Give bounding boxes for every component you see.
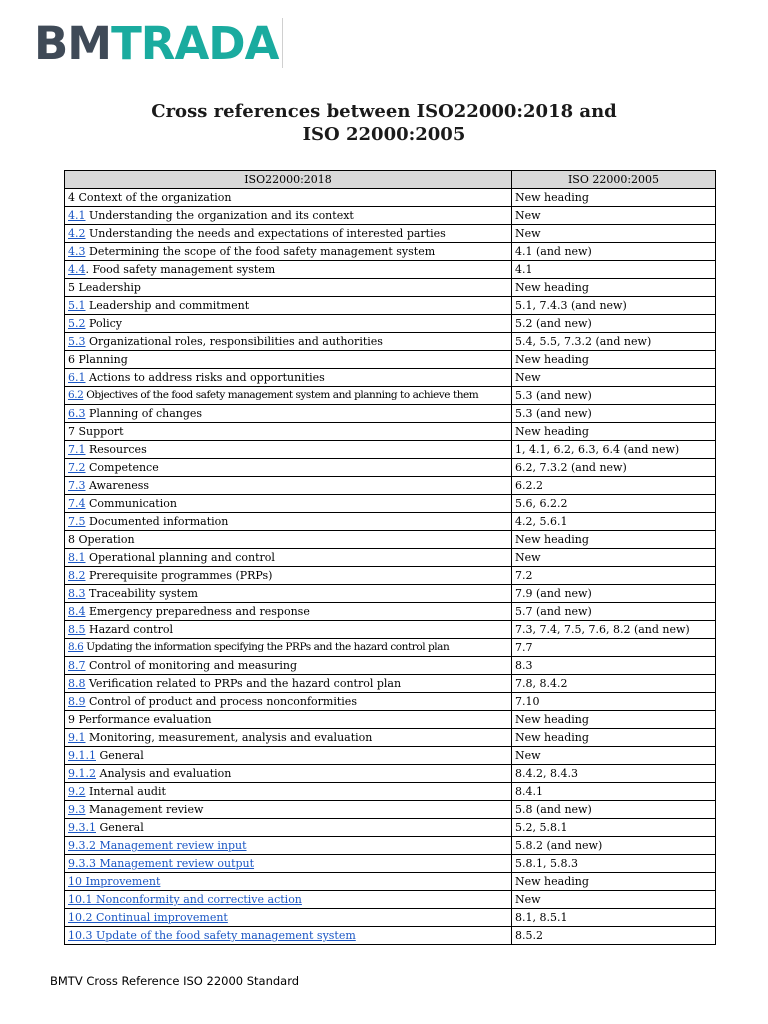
clause-link[interactable]: 9.3.2 Management review input [68,839,247,852]
table-row [65,603,716,621]
iso2018-clause-cell [65,351,512,369]
iso2005-reference-cell: 6.2.2 [512,477,716,495]
iso2018-clause-cell [65,909,512,927]
table-row [65,513,716,531]
table-row [65,333,716,351]
iso2018-clause-cell [65,225,512,243]
iso2018-clause-cell [65,801,512,819]
table-row [65,837,716,855]
table-row [65,927,716,945]
title-line-2: ISO 22000:2005 [302,124,466,145]
table-row [65,387,716,405]
table-row [65,729,716,747]
clause-link[interactable]: 8.7 [68,659,86,672]
iso2005-reference-cell: 1, 4.1, 6.2, 6.3, 6.4 (and new) [512,441,716,459]
table-row [65,819,716,837]
table-row [65,207,716,225]
clause-title: Understanding the organization and its context [85,209,354,222]
iso2018-clause-cell [65,783,512,801]
iso2018-clause-cell [65,675,512,693]
iso2018-clause-cell [65,315,512,333]
table-row [65,243,716,261]
bm-trada-logo [34,18,283,68]
iso2018-clause-cell [65,333,512,351]
clause-title: General [96,749,144,762]
clause-title: Prerequisite programmes (PRPs) [85,569,273,582]
clause-title: 8 Operation [68,533,135,546]
iso2005-reference-cell: 5.8 (and new) [512,801,716,819]
iso2005-reference-cell: New heading [512,711,716,729]
clause-title: Analysis and evaluation [96,767,232,780]
clause-title: Operational planning and control [85,551,275,564]
table-row [65,873,716,891]
page-footer: BMTV Cross Reference ISO 22000 Standard [50,974,300,988]
iso2018-clause-cell [65,207,512,225]
clause-link[interactable]: 7.1 [68,443,86,456]
iso2018-clause-cell [65,423,512,441]
table-row [65,783,716,801]
clause-title: 5 Leadership [68,281,141,294]
iso2018-clause-cell [65,531,512,549]
table-row [65,585,716,603]
clause-link[interactable]: 8.5 [68,623,86,636]
iso2005-reference-cell: 7.7 [512,639,716,657]
iso2018-clause-cell [65,621,512,639]
iso2018-clause-cell [65,549,512,567]
clause-link[interactable]: 6.2 [68,389,84,401]
iso2005-reference-cell: 8.4.2, 8.4.3 [512,765,716,783]
iso2005-reference-cell: New [512,207,716,225]
clause-title: General [96,821,144,834]
table-row [65,261,716,279]
iso2005-reference-cell: New heading [512,729,716,747]
header-iso2005: ISO 22000:2005 [512,171,716,189]
iso2018-clause-cell [65,891,512,909]
clause-link[interactable]: 7.3 [68,479,86,492]
clause-title: Internal audit [85,785,166,798]
iso2018-clause-cell [65,639,512,657]
table-row [65,693,716,711]
iso2018-clause-cell [65,477,512,495]
clause-title: 6 Planning [68,353,128,366]
table-row [65,621,716,639]
iso2005-reference-cell: 5.3 (and new) [512,387,716,405]
clause-title: Resources [85,443,147,456]
iso2005-reference-cell: 8.4.1 [512,783,716,801]
iso2018-clause-cell [65,405,512,423]
iso2005-reference-cell: 8.5.2 [512,927,716,945]
table-row [65,459,716,477]
iso2005-reference-cell: 7.2 [512,567,716,585]
clause-link[interactable]: 9.1 [68,731,86,744]
table-row [65,405,716,423]
iso2018-clause-cell [65,873,512,891]
table-header-row [65,171,716,189]
table-row [65,549,716,567]
iso2018-clause-cell [65,729,512,747]
iso2018-clause-cell [65,567,512,585]
clause-link[interactable]: 8.1 [68,551,86,564]
clause-title: Competence [85,461,159,474]
clause-title: Updating the information specifying the PRPs and the hazard control plan [83,641,450,653]
clause-title: Planning of changes [85,407,203,420]
clause-link[interactable]: 10.1 Nonconformity and corrective action [68,893,302,906]
header-iso2018: ISO22000:2018 [65,171,512,189]
iso2018-clause-cell [65,495,512,513]
clause-title: Emergency preparedness and response [85,605,310,618]
iso2005-reference-cell: 5.6, 6.2.2 [512,495,716,513]
table-row [65,657,716,675]
iso2018-clause-cell [65,297,512,315]
clause-link[interactable]: 4.1 [68,209,86,222]
iso2018-clause-cell [65,585,512,603]
iso2018-clause-cell [65,747,512,765]
table-row [65,801,716,819]
clause-title: Documented information [85,515,229,528]
clause-link[interactable]: 6.1 [68,371,86,384]
iso2005-reference-cell: 4.2, 5.6.1 [512,513,716,531]
iso2018-clause-cell [65,711,512,729]
clause-link[interactable]: 5.2 [68,317,86,330]
clause-link[interactable]: 4.2 [68,227,86,240]
table-row [65,711,716,729]
clause-title: Control of monitoring and measuring [85,659,298,672]
table-row [65,531,716,549]
clause-link[interactable]: 8.2 [68,569,86,582]
iso2005-reference-cell: New heading [512,351,716,369]
iso2005-reference-cell: 4.1 (and new) [512,243,716,261]
table-row [65,369,716,387]
iso2005-reference-cell: 8.1, 8.5.1 [512,909,716,927]
iso2005-reference-cell: 7.3, 7.4, 7.5, 7.6, 8.2 (and new) [512,621,716,639]
iso2018-clause-cell [65,927,512,945]
clause-link[interactable]: 9.3.1 [68,821,96,834]
iso2018-clause-cell [65,189,512,207]
table-row [65,297,716,315]
iso2005-reference-cell: 5.8.1, 5.8.3 [512,855,716,873]
document-title [0,100,768,146]
iso2005-reference-cell: 5.2, 5.8.1 [512,819,716,837]
iso2005-reference-cell: 7.9 (and new) [512,585,716,603]
iso2005-reference-cell: 4.1 [512,261,716,279]
iso2005-reference-cell: New [512,369,716,387]
clause-title: . Food safety management system [85,263,276,276]
clause-link[interactable]: 8.3 [68,587,86,600]
clause-link[interactable]: 4.4 [68,263,86,276]
table-row [65,315,716,333]
iso2005-reference-cell: New heading [512,423,716,441]
iso2005-reference-cell: 8.3 [512,657,716,675]
clause-title: Management review [85,803,204,816]
clause-title: Policy [85,317,122,330]
clause-link[interactable]: 7.2 [68,461,86,474]
iso2005-reference-cell: 6.2, 7.3.2 (and new) [512,459,716,477]
clause-link[interactable]: 9.3.3 Management review output [68,857,255,870]
clause-title: Traceability system [85,587,198,600]
clause-link[interactable]: 8.8 [68,677,86,690]
table-row [65,639,716,657]
iso2005-reference-cell: 5.3 (and new) [512,405,716,423]
iso2005-reference-cell: 5.4, 5.5, 7.3.2 (and new) [512,333,716,351]
iso2018-clause-cell [65,837,512,855]
iso2018-clause-cell [65,387,512,405]
title-line-1: Cross references between ISO22000:2018 and [151,101,617,122]
clause-title: Monitoring, measurement, analysis and evaluation [85,731,373,744]
iso2005-reference-cell: New heading [512,189,716,207]
iso2005-reference-cell: 5.2 (and new) [512,315,716,333]
iso2005-reference-cell: 5.1, 7.4.3 (and new) [512,297,716,315]
iso2018-clause-cell [65,279,512,297]
clause-link[interactable]: 10.3 Update of the food safety management system [68,929,356,942]
table-row [65,441,716,459]
iso2005-reference-cell: New heading [512,873,716,891]
iso2018-clause-cell [65,513,512,531]
iso2018-clause-cell [65,657,512,675]
table-row [65,747,716,765]
clause-link[interactable]: 5.3 [68,335,86,348]
table-row [65,855,716,873]
iso2018-clause-cell [65,459,512,477]
clause-link[interactable]: 9.1.1 [68,749,96,762]
table-row [65,477,716,495]
cross-reference-table [64,170,716,945]
iso2018-clause-cell [65,603,512,621]
iso2018-clause-cell [65,261,512,279]
clause-link[interactable]: 7.4 [68,497,86,510]
clause-link[interactable]: 10 Improvement [68,875,161,888]
iso2005-reference-cell: 5.7 (and new) [512,603,716,621]
clause-link[interactable]: 4.3 [68,245,86,258]
iso2005-reference-cell: New heading [512,279,716,297]
clause-title: Objectives of the food safety management system and planning to achieve them [83,389,479,401]
iso2005-reference-cell: New heading [512,531,716,549]
table-row [65,189,716,207]
table-row [65,225,716,243]
clause-title: 9 Performance evaluation [68,713,212,726]
table-row [65,675,716,693]
iso2005-reference-cell: New [512,747,716,765]
iso2018-clause-cell [65,243,512,261]
clause-link[interactable]: 9.1.2 [68,767,96,780]
clause-title: Leadership and commitment [85,299,250,312]
table-row [65,891,716,909]
table-row [65,495,716,513]
logo-bm: BM [34,17,112,70]
table-row [65,567,716,585]
clause-link[interactable]: 10.2 Continual improvement [68,911,228,924]
iso2005-reference-cell: 7.8, 8.4.2 [512,675,716,693]
table-row [65,423,716,441]
clause-title: Verification related to PRPs and the hazard control plan [85,677,402,690]
clause-title: Understanding the needs and expectations of interested parties [85,227,446,240]
clause-title: Organizational roles, responsibilities and authorities [85,335,383,348]
iso2018-clause-cell [65,693,512,711]
iso2018-clause-cell [65,819,512,837]
iso2018-clause-cell [65,855,512,873]
iso2005-reference-cell: New [512,225,716,243]
clause-link[interactable]: 9.3 [68,803,86,816]
iso2018-clause-cell [65,369,512,387]
table-row [65,351,716,369]
clause-title: Actions to address risks and opportunities [85,371,325,384]
clause-link[interactable]: 7.5 [68,515,86,528]
clause-title: Determining the scope of the food safety management system [85,245,436,258]
logo-trada: TRADA [111,17,279,70]
iso2005-reference-cell: 5.8.2 (and new) [512,837,716,855]
clause-link[interactable]: 8.9 [68,695,86,708]
iso2018-clause-cell [65,765,512,783]
table-row [65,279,716,297]
iso2005-reference-cell: New [512,891,716,909]
iso2005-reference-cell: New [512,549,716,567]
clause-link[interactable]: 5.1 [68,299,86,312]
clause-title: Control of product and process nonconformities [85,695,357,708]
table-row [65,909,716,927]
clause-link[interactable]: 8.4 [68,605,86,618]
clause-link[interactable]: 6.3 [68,407,86,420]
iso2005-reference-cell: 7.10 [512,693,716,711]
clause-title: 4 Context of the organization [68,191,232,204]
iso2018-clause-cell [65,441,512,459]
clause-title: Communication [85,497,177,510]
clause-title: Awareness [85,479,150,492]
clause-link[interactable]: 9.2 [68,785,86,798]
clause-title: 7 Support [68,425,124,438]
clause-link[interactable]: 8.6 [68,641,84,653]
table-body [65,189,716,945]
table-row [65,765,716,783]
clause-title: Hazard control [85,623,173,636]
